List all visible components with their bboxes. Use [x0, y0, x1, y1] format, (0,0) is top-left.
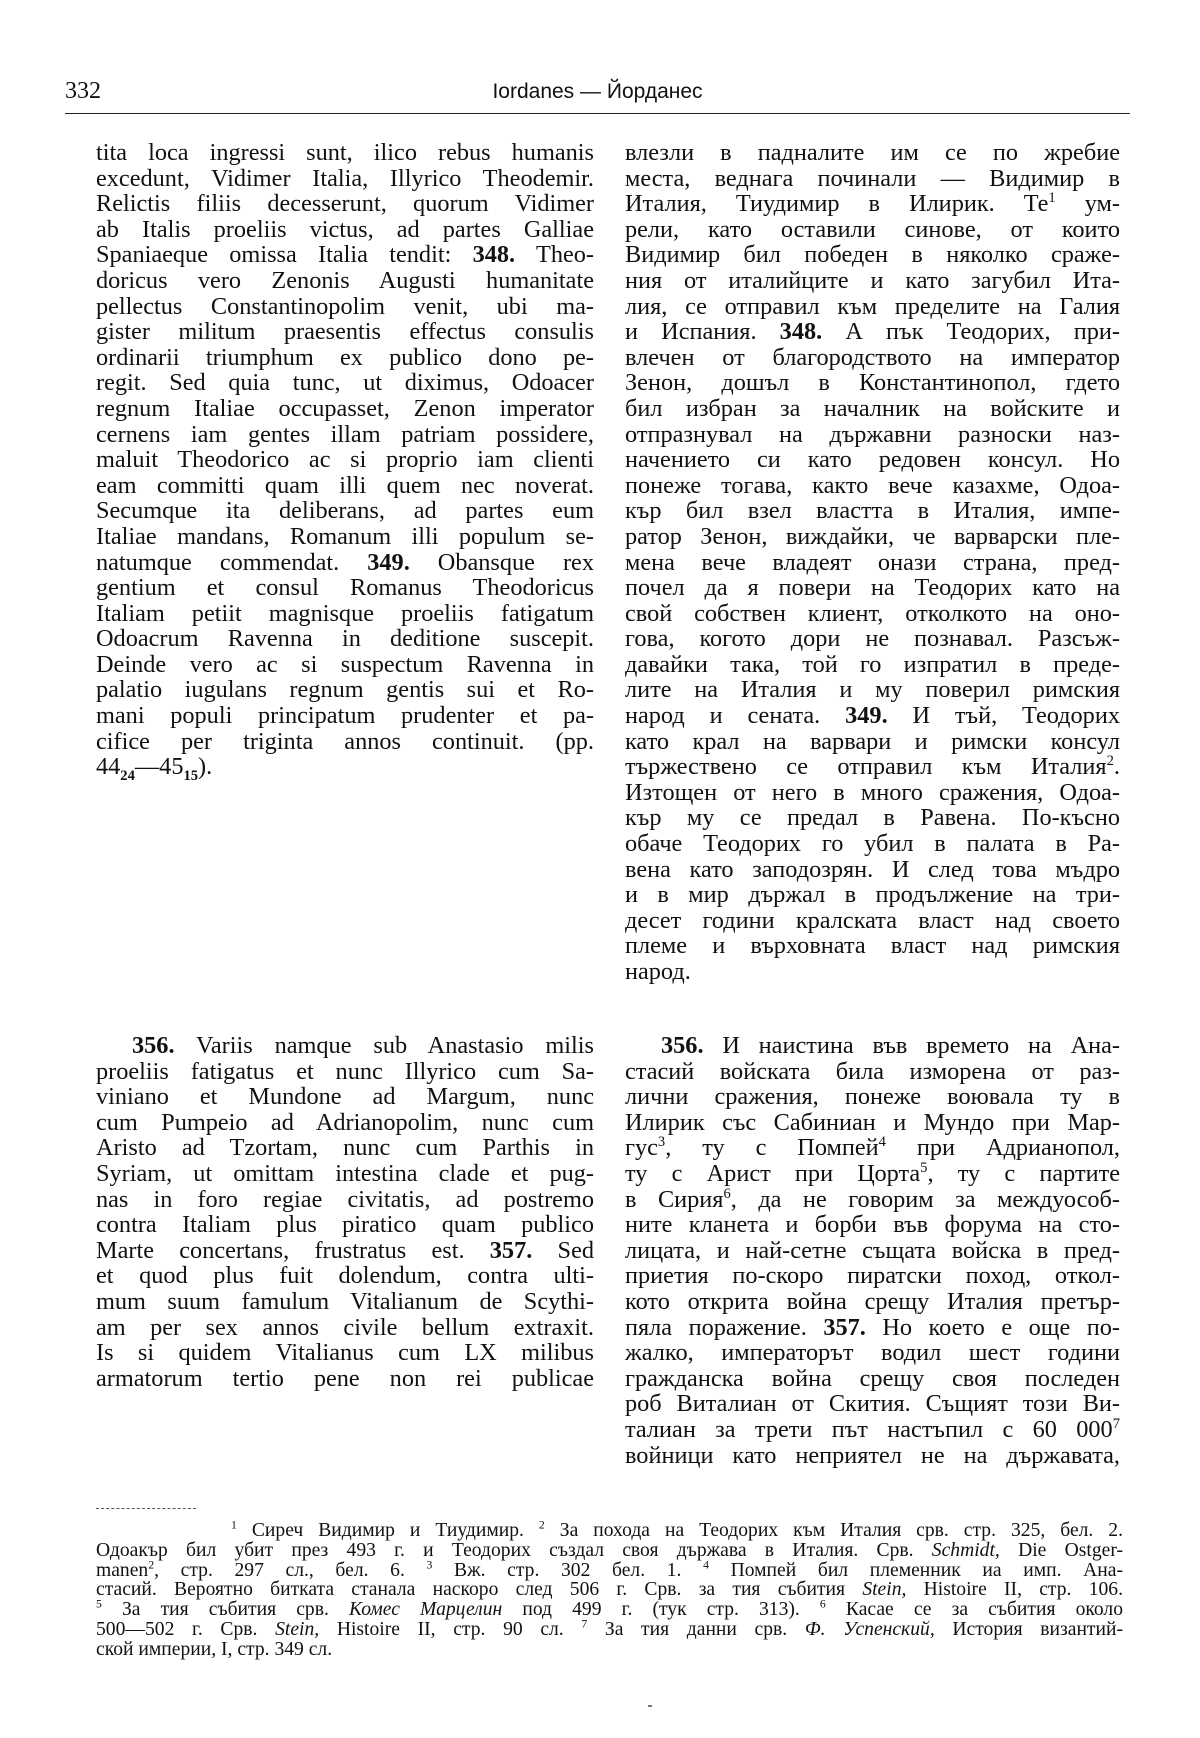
- footnote-text: под 499 г. (тук стр. 313).: [502, 1599, 820, 1621]
- text-segment: , ту с партите: [927, 1159, 1120, 1187]
- section-number: 348.: [472, 241, 516, 269]
- text-line: [625, 1161, 1120, 1187]
- text-line: proeliis fatigatus et nunc Illyrico cum Sa-: [96, 1057, 594, 1085]
- text-segment: А пък Теодорих, при-: [822, 318, 1120, 346]
- footnote-marker: 4: [703, 1558, 709, 1572]
- page-number: 332: [65, 78, 101, 104]
- text-segment: 44: [96, 753, 121, 781]
- footnote-text: , стр. 297 сл., бел. 6.: [154, 1559, 427, 1581]
- text-segment: в Сирия: [625, 1185, 724, 1213]
- text-line: Deinde vero ac si suspectum Ravenna in: [96, 650, 594, 678]
- running-title: Iordanes — Йорданес: [492, 80, 703, 103]
- text-segment: Spaniaeque omissa Italia tendit:: [96, 241, 473, 269]
- text-segment: Variis namque sub Anastasio milis: [174, 1032, 594, 1059]
- text-line: рели, като оставили синове, от които: [625, 215, 1120, 243]
- text-line: [625, 754, 1120, 780]
- author-name: Schmidt,: [931, 1539, 1000, 1561]
- text-line: cum Pumpeio ad Adrianopolim, nunc cum: [96, 1108, 594, 1136]
- text-line: мена вече владеят онази страна, пред-: [625, 548, 1120, 576]
- latin-text-block-2: [96, 1033, 594, 1391]
- text-line: лицата, и най-сетне същата войска в пред-: [625, 1236, 1120, 1264]
- text-line: [625, 191, 1120, 217]
- text-line: et quod plus fuit dolendum, contra ulti-: [96, 1262, 594, 1290]
- text-line: gentium et consul Romanus Theodoricus: [96, 574, 594, 602]
- text-segment: , да не говорим за междуособ-: [730, 1185, 1120, 1213]
- footnote-marker: 7: [581, 1617, 588, 1631]
- text-segment: талиан за трети път настъпил с 60 000: [625, 1415, 1113, 1443]
- text-line: Relictis filiis decesserunt, quorum Vidimer: [96, 190, 594, 218]
- footnote-text: История византий-: [934, 1618, 1123, 1640]
- text-line: понеже тогава, както вече казахме, Одоа-: [625, 471, 1120, 499]
- text-line: гражданска война срещу своя последен: [625, 1364, 1120, 1392]
- text-line: племе и върховната власт над римския: [625, 932, 1120, 960]
- header-rule: [65, 113, 1130, 114]
- text-segment: ум-: [1055, 190, 1120, 218]
- footnote-reference: 2: [1106, 753, 1114, 770]
- text-segment: Marte concertans, frustratus est.: [96, 1236, 490, 1264]
- text-line: кър му се предал в Равена. По-късно: [625, 804, 1120, 832]
- text-segment: при Адрианопол,: [885, 1134, 1120, 1162]
- text-line: [625, 1033, 1120, 1059]
- text-line: роб Виталиан от Скития. Същият този Ви-: [625, 1390, 1120, 1418]
- text-segment: народ и сената.: [625, 702, 846, 730]
- text-line: и в мир държал в продължение на три-: [625, 881, 1120, 909]
- text-line: обаче Теодорих го убил в палата в Ра-: [625, 830, 1120, 858]
- text-segment: тържествено се отправил към Италия: [625, 753, 1107, 781]
- author-name: Ф. Успенский,: [804, 1618, 935, 1640]
- text-line: Видимир бил победен в няколко сраже-: [625, 241, 1120, 269]
- text-line: nas in foro regiae civitatis, ad postremo: [96, 1185, 594, 1213]
- text-line: Odoacrum Ravenna in deditione suscepit.: [96, 625, 594, 653]
- text-line: жалко, императорът водил шест години: [625, 1339, 1120, 1367]
- text-segment: ту с Арист при Цорта: [625, 1159, 921, 1187]
- text-line: [96, 242, 594, 268]
- bulgarian-text-block-1: [625, 140, 1120, 985]
- text-line: места, веднага починали — Видимир в: [625, 164, 1120, 192]
- text-segment: 45: [159, 753, 184, 781]
- section-number: 356.: [132, 1032, 175, 1059]
- section-number: 357.: [823, 1313, 866, 1341]
- text-line: ния от италийците и като загубил Ита-: [625, 266, 1120, 294]
- text-line: бил избран за началник на войските и: [625, 394, 1120, 422]
- text-line: вена като заподозрян. И след това мъдро: [625, 855, 1120, 883]
- text-line: Is si quidem Vitalianus cum LX milibus: [96, 1339, 594, 1367]
- text-line: ab Italis proeliis victus, ad partes Galliae: [96, 215, 594, 243]
- text-line: maluit Theodorico ac si proprio iam clienti: [96, 446, 594, 474]
- footnote-line: [96, 1617, 1123, 1640]
- text-segment: И тъй, Теодорих: [887, 702, 1120, 730]
- text-line: народ.: [625, 958, 691, 985]
- text-segment: Италия, Тиудимир в Илирик. Те: [625, 190, 1049, 218]
- text-line: pellectus Constantinopolim venit, ubi ma-: [96, 292, 594, 320]
- text-line: начението си като редовен консул. Но: [625, 446, 1120, 474]
- section-number: 356.: [661, 1032, 704, 1059]
- text-line: [625, 1187, 1120, 1213]
- text-line: armatorum tertio pene non rei publicae: [96, 1364, 594, 1392]
- text-line: [625, 703, 1120, 729]
- text-line: Italiam petiit magnisque proeliis fatigatum: [96, 599, 594, 627]
- text-line: eam committi quam illi quem nec noverat.: [96, 471, 594, 499]
- text-line: [96, 1033, 594, 1059]
- footnote-reference: 5: [920, 1159, 928, 1176]
- text-line: palatio iugulans regnum gentis sui et Ro-: [96, 676, 594, 704]
- text-segment: гус: [625, 1134, 658, 1162]
- text-line: свой собствен клиент, отколкото на оно-: [625, 599, 1120, 627]
- text-line: лите на Италия и му поверил римския: [625, 676, 1120, 704]
- footnote-line: [96, 1597, 1124, 1621]
- text-line: кър бил взел властта в Италия, импе-: [625, 497, 1120, 525]
- footnote-text: Касае се за събития около: [825, 1599, 1124, 1621]
- text-segment: —: [134, 753, 160, 781]
- text-line: лични сражения, понеже воювала ту в: [625, 1083, 1120, 1111]
- footnote-text: Die Ostger-: [999, 1539, 1123, 1561]
- text-line: Илирик със Сабиниан и Мундо при Мар-: [625, 1108, 1120, 1136]
- text-segment: Theo-: [515, 241, 594, 269]
- footnote-line: [96, 1640, 1123, 1660]
- section-number: 349.: [845, 702, 888, 730]
- footnote-line: [96, 1558, 1123, 1581]
- text-segment: Sed: [532, 1236, 595, 1264]
- footnote-text: За похода на Теодорих към Италия срв. стр. 325, бел. 2.: [544, 1520, 1123, 1541]
- line-subscript: 15: [183, 768, 199, 785]
- text-line: cernens iam gentes illam patriam possidere,: [96, 420, 594, 448]
- text-line: десет години кралската власт над своето: [625, 906, 1120, 934]
- author-name: Stein,: [275, 1618, 320, 1640]
- text-line: regit. Sed quia tunc, ut diximus, Odoacer: [96, 369, 594, 397]
- text-line: contra Italiam plus piratico quam publico: [96, 1211, 594, 1239]
- text-line: ните кланета и борби във форума на сто-: [625, 1211, 1120, 1239]
- footnote-text: Сиреч Видимир и Тиудимир.: [236, 1520, 539, 1541]
- footnote-line: [96, 1541, 1123, 1561]
- text-line: [625, 319, 1120, 345]
- footnote-text: ской империи, I, стр. 349 сл.: [96, 1638, 333, 1660]
- text-line: ordinarii triumphum ex publico dono pe-: [96, 343, 594, 371]
- footnote-marker: 6: [819, 1597, 826, 1611]
- text-line: Изтощен от него в много сражения, Одоа-: [625, 778, 1120, 806]
- text-line: Secumque ita deliberans, ad partes eum: [96, 497, 594, 525]
- footnote-reference: 6: [723, 1185, 731, 1202]
- text-line: [96, 1238, 594, 1264]
- text-line: като крал на варвари и римски консул: [625, 727, 1120, 755]
- text-line: mani populi principatum prudenter et pa-: [96, 702, 594, 730]
- bulgarian-text-block-2: [625, 1033, 1120, 1468]
- text-line: [625, 1417, 1120, 1443]
- text-line: gister militum praesentis effectus consulis: [96, 318, 594, 346]
- text-line: лия, се отправил към пределите на Галия: [625, 292, 1120, 320]
- footnote-text: manen: [96, 1559, 149, 1581]
- footnotes: [96, 1518, 1124, 1660]
- text-segment: И наистина във времето на Ана-: [703, 1032, 1120, 1059]
- text-segment: Obansque rex: [409, 548, 594, 576]
- text-line: влечен от благородството на император: [625, 343, 1120, 371]
- footnote-text: Вж. стр. 302 бел. 1.: [432, 1559, 704, 1581]
- text-line: am per sex annos civile bellum extraxit.: [96, 1313, 594, 1341]
- text-line: Italiae mandans, Romanum illi populum se-: [96, 522, 594, 550]
- text-line: почел да я повери на Теодорих като на: [625, 574, 1120, 602]
- text-line: cifice per triginta annos continuit. (pp.: [96, 727, 594, 755]
- text-line: doricus vero Zenonis Augusti humanitate: [96, 266, 594, 294]
- text-line: влезли в падналите им се по жребие: [625, 139, 1120, 166]
- text-line: стасий войската била изморена от раз-: [625, 1057, 1120, 1085]
- text-segment: natumque commendat.: [96, 548, 368, 576]
- footnote-marker: 3: [426, 1558, 433, 1572]
- footnote-text: Histoire II, стр. 90 сл.: [319, 1618, 582, 1640]
- footnote-reference: 7: [1112, 1415, 1120, 1432]
- footnote-line: [96, 1580, 1123, 1600]
- text-segment: пяла поражение.: [625, 1313, 824, 1341]
- section-number: 348.: [779, 318, 823, 346]
- text-line: excedunt, Vidimer Italia, Illyrico Theodemir.: [96, 164, 594, 192]
- text-line: [625, 1135, 1120, 1161]
- text-line: Syriam, ut omittam intestina clade et pug-: [96, 1159, 594, 1187]
- latin-text-block-1: [96, 139, 594, 785]
- footnote-line: [96, 1518, 1123, 1541]
- text-line: regnum Italiae occupasset, Zenon imperator: [96, 394, 594, 422]
- text-line: отпразнувал на държавни разноски наз-: [625, 420, 1120, 448]
- footnote-text: За тия данни срв.: [587, 1618, 805, 1640]
- footnote-marker: 1: [231, 1518, 237, 1532]
- author-name: Stein,: [862, 1579, 907, 1601]
- footnote-separator: [96, 1508, 196, 1509]
- scan-speck: [648, 1705, 652, 1707]
- page-reference: [96, 753, 594, 785]
- footnote-text: За тия събития срв.: [101, 1599, 349, 1621]
- page-header: [65, 78, 1130, 108]
- text-line: Aristo ad Tzortam, nunc cum Parthis in: [96, 1134, 594, 1162]
- footnote-text: стасий. Вероятно битката станала наскоро след 506 г. Срв. за тия събития: [96, 1579, 863, 1601]
- text-line: [96, 550, 594, 576]
- footnote-reference: 4: [878, 1134, 886, 1151]
- footnote-marker: 2: [538, 1518, 545, 1532]
- author-name: Комес Марцелин: [348, 1599, 503, 1621]
- text-line: mum suum famulum Vitalianum de Scythi-: [96, 1287, 594, 1315]
- text-segment: ).: [198, 753, 213, 781]
- section-number: 349.: [367, 548, 410, 576]
- text-line: приетия по-скоро пиратски поход, откол-: [625, 1262, 1120, 1290]
- footnote-text: Histoire II, стр. 106.: [906, 1579, 1123, 1601]
- footnote-marker: 5: [96, 1597, 102, 1611]
- line-subscript: 24: [120, 768, 135, 785]
- text-line: войници като неприятел не на държавата,: [625, 1441, 1120, 1469]
- text-segment: Но което е още по-: [865, 1313, 1120, 1341]
- text-line: кото открита война срещу Италия претър-: [625, 1287, 1120, 1315]
- text-line: viniano et Mundone ad Margum, nunc: [96, 1083, 594, 1111]
- text-line: давайки така, той го изпратил в преде-: [625, 650, 1120, 678]
- text-line: Зенон, дошъл в Константинопол, гдето: [625, 369, 1120, 397]
- section-number: 357.: [489, 1236, 533, 1264]
- footnote-reference: 1: [1048, 190, 1056, 207]
- text-segment: и Испания.: [625, 318, 780, 346]
- text-segment: .: [1113, 753, 1120, 781]
- edition-superscript: 2: [148, 1558, 155, 1572]
- text-segment: , ту с Помпей: [665, 1134, 879, 1162]
- text-line: ратор Зенон, виждайки, че варварски пле-: [625, 522, 1120, 550]
- footnote-text: Одоакър бил убит през 493 г. и Теодорих създал своя държава в Италия. Срв.: [96, 1539, 932, 1561]
- text-line: tita loca ingressi sunt, ilico rebus humanis: [96, 139, 594, 166]
- footnote-text: 500—502 г. Срв.: [96, 1618, 276, 1640]
- footnote-text: Помпей бил племенник иа имп. Ана-: [708, 1559, 1123, 1581]
- text-line: [625, 1315, 1120, 1341]
- text-line: гова, когото дори не познавал. Разсъж-: [625, 625, 1120, 653]
- footnote-reference: 3: [657, 1134, 666, 1151]
